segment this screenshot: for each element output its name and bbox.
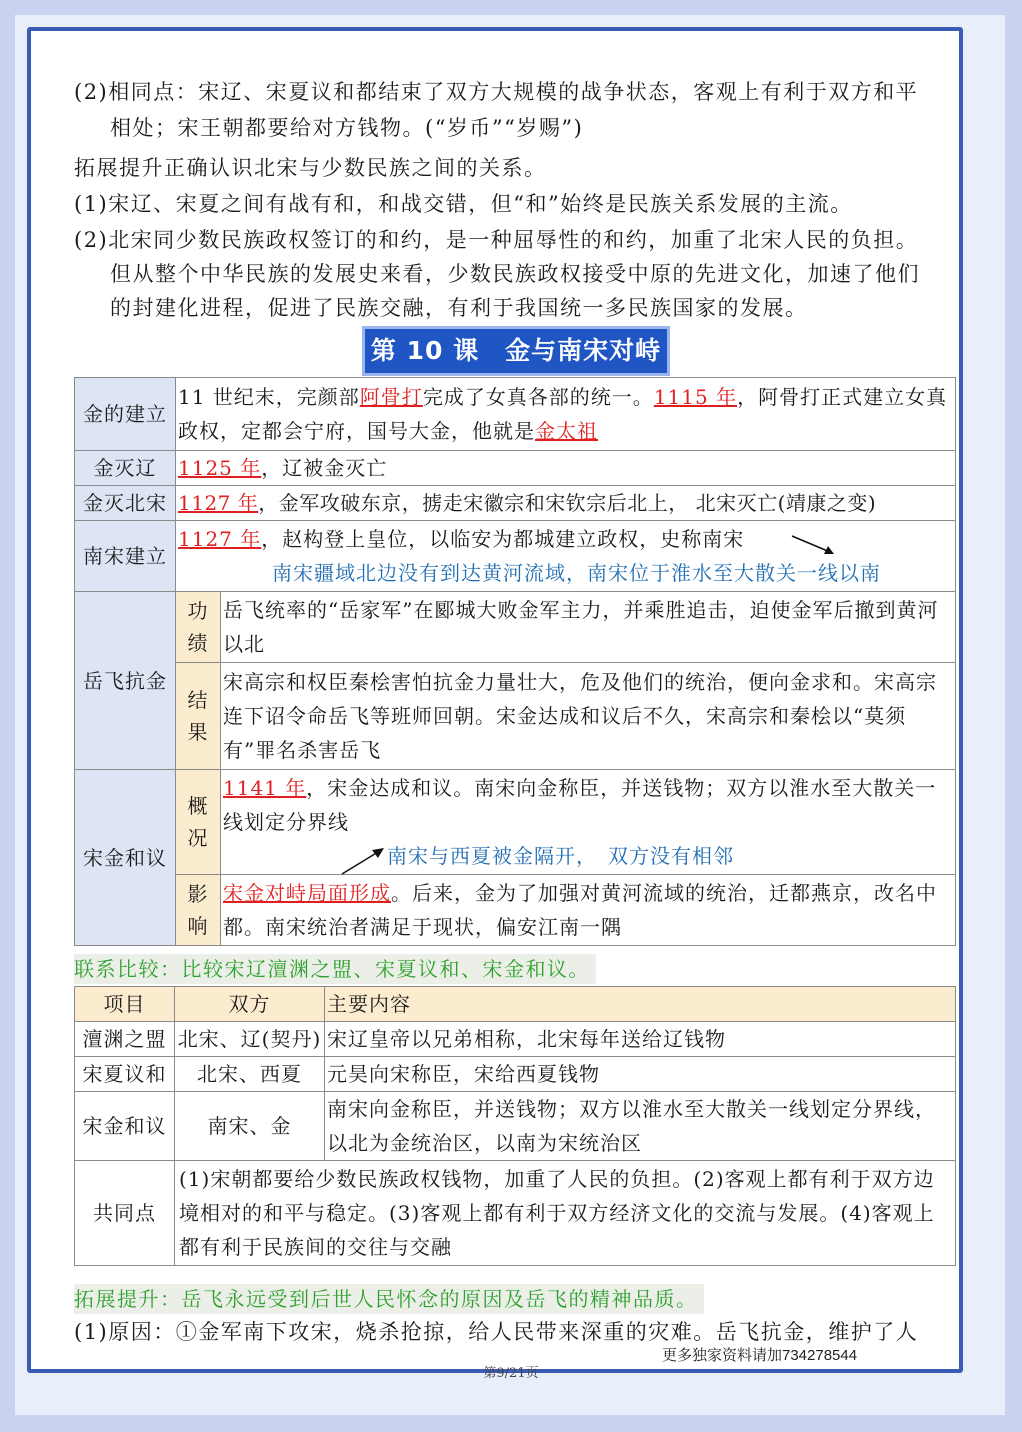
arrow-icon	[790, 530, 840, 560]
row-content: 宋高宗和权臣秦桧害怕抗金力量壮大，危及他们的统治，便向金求和。宋高宗连下诏令命岳飞等班师回朝。宋金达成和议后不久，宋高宗和秦桧以“莫须有”罪名杀害岳飞	[221, 663, 956, 770]
key-term: 宋金对峙局面形成	[223, 881, 391, 905]
text: ，辽被金灭亡	[261, 456, 388, 480]
lesson-title: 第 10 课 金与南宋对峙	[362, 326, 670, 376]
sub-label	[176, 592, 221, 663]
cell: 澶渊之盟	[75, 1022, 175, 1057]
annotation-note: 南宋疆域北边没有到达黄河流域，南宋位于淮水至大散关一线以南	[272, 561, 881, 585]
last-line: (1)原因：①金军南下攻宋，烧杀抢掠，给人民带来深重的灾难。岳飞抗金，维护了人	[74, 1320, 919, 1344]
lesson-table	[74, 377, 956, 946]
intro-line-3: 拓展提升正确认识北宋与少数民族之间的关系。	[74, 156, 547, 180]
intro-line-5: (2)北宋同少数民族政权签订的和约，是一种屈辱性的和约，加重了北宋人民的负担。	[74, 228, 919, 252]
intro-line-7	[74, 290, 974, 326]
row-content	[221, 770, 956, 875]
intro-line-4: (1)宋辽、宋夏之间有战有和，和战交错，但“和”始终是民族关系发展的主流。	[74, 192, 853, 216]
row-label: 金灭辽	[75, 451, 176, 486]
text: ，赵构登上皇位，以临安为都城建立政权，史称南宋	[261, 527, 745, 551]
sub-label	[176, 663, 221, 770]
key-term: 阿骨打	[359, 385, 423, 409]
footer-ad: 更多独家资料请加734278544	[662, 1347, 858, 1364]
row-label: 宋金和议	[75, 770, 176, 946]
cell: 北宋、辽(契丹)	[175, 1022, 325, 1057]
page-number: 第9/21页	[483, 1366, 539, 1381]
cell: 宋辽皇帝以兄弟相称，北宋每年送给辽钱物	[325, 1022, 956, 1057]
table-row	[75, 1161, 956, 1266]
sub-label	[176, 770, 221, 875]
intro-line-6	[74, 256, 974, 292]
key-date: 1127 年	[178, 491, 259, 515]
table-row	[75, 875, 956, 946]
row-label: 南宋建立	[75, 521, 176, 592]
intro-line-1: (2)相同点：宋辽、宋夏议和都结束了双方大规模的战争状态，客观上有利于双方和平	[74, 80, 919, 104]
table-row	[75, 451, 956, 486]
cell: (1)宋朝都要给少数民族政权钱物，加重了人民的负担。(2)客观上都有利于双方边境相对的和平与稳定。(3)客观上都有利于双方经济文化的交流与发展。(4)客观上都有利于民族间的交往与交融	[175, 1161, 956, 1266]
cell: 南宋、金	[175, 1092, 325, 1161]
text: 11 世纪末，完颜部	[178, 385, 360, 409]
comparison-table	[74, 986, 956, 1266]
table-row	[75, 1057, 956, 1092]
row-label: 金的建立	[75, 378, 176, 451]
table-row	[75, 378, 956, 451]
sub-label-text: 影响	[187, 882, 209, 938]
text: 完成了女真各部的统一。	[422, 385, 654, 409]
compare-title: 联系比较：比较宋辽澶渊之盟、宋夏议和、宋金和议。	[74, 954, 596, 984]
text: 。后来，金为了加强对黄河流域的统治，迁都燕京，改名中都。南宋统治者满足于现状，偏安江南一隅	[223, 881, 937, 939]
table-header-row	[75, 987, 956, 1022]
text: ，阿骨打正式建立女真政权，定都会宁府，国号大金，他就是	[178, 385, 948, 443]
key-term: 金太祖	[535, 419, 598, 443]
row-content: 岳飞统率的“岳家军”在郾城大败金军主力，并乘胜追击，迫使金军后撤到黄河以北	[221, 592, 956, 663]
key-date: 1127 年	[178, 527, 262, 551]
row-content	[176, 378, 956, 451]
cell: 宋金和议	[75, 1092, 175, 1161]
sub-label-text: 结果	[187, 688, 209, 744]
extension-title: 拓展提升：岳飞永远受到后世人民怀念的原因及岳飞的精神品质。	[74, 1284, 704, 1314]
key-date: 1115 年	[653, 385, 738, 409]
row-label: 岳飞抗金	[75, 592, 176, 770]
text: ，宋金达成和议。南宋向金称臣，并送钱物；双方以淮水至大散关一线划定分界线	[223, 776, 937, 834]
table-row	[75, 1022, 956, 1057]
key-date: 1141 年	[223, 776, 307, 800]
header-cell: 项目	[75, 987, 175, 1022]
sub-label-text: 概况	[187, 794, 209, 850]
cell: 宋夏议和	[75, 1057, 175, 1092]
row-label: 金灭北宋	[75, 486, 176, 521]
cell: 北宋、西夏	[175, 1057, 325, 1092]
annotation-note: 南宋与西夏被金隔开， 双方没有相邻	[387, 844, 734, 868]
table-row	[75, 592, 956, 663]
table-row	[75, 1092, 956, 1161]
intro-line-7-text: 的封建化进程，促进了民族交融，有利于我国统一多民族国家的发展。	[110, 296, 808, 320]
row-content	[176, 486, 956, 521]
sub-label	[176, 875, 221, 946]
header-cell: 双方	[175, 987, 325, 1022]
header-cell: 主要内容	[325, 987, 956, 1022]
table-row	[75, 486, 956, 521]
cell: 共同点	[75, 1161, 175, 1266]
table-row	[75, 770, 956, 875]
cell: 元昊向宋称臣，宋给西夏钱物	[325, 1057, 956, 1092]
intro-line-6-text: 但从整个中华民族的发展史来看，少数民族政权接受中原的先进文化，加速了他们	[110, 262, 920, 286]
intro-line-2	[74, 110, 974, 146]
sub-label-text: 功绩	[187, 599, 209, 655]
text: ，金军攻破东京，掳走宋徽宗和宋钦宗后北上， 北宋灭亡(靖康之变)	[258, 491, 877, 515]
intro-line-2-text: 相处；宋王朝都要给对方钱物。(“岁币”“岁赐”)	[110, 116, 584, 140]
table-row	[75, 663, 956, 770]
key-date: 1125 年	[178, 456, 262, 480]
row-content	[176, 451, 956, 486]
cell: 南宋向金称臣，并送钱物；双方以淮水至大散关一线划定分界线，以北为金统治区，以南为宋统治区	[325, 1092, 956, 1161]
arrow-icon	[338, 842, 388, 878]
row-content	[221, 875, 956, 946]
